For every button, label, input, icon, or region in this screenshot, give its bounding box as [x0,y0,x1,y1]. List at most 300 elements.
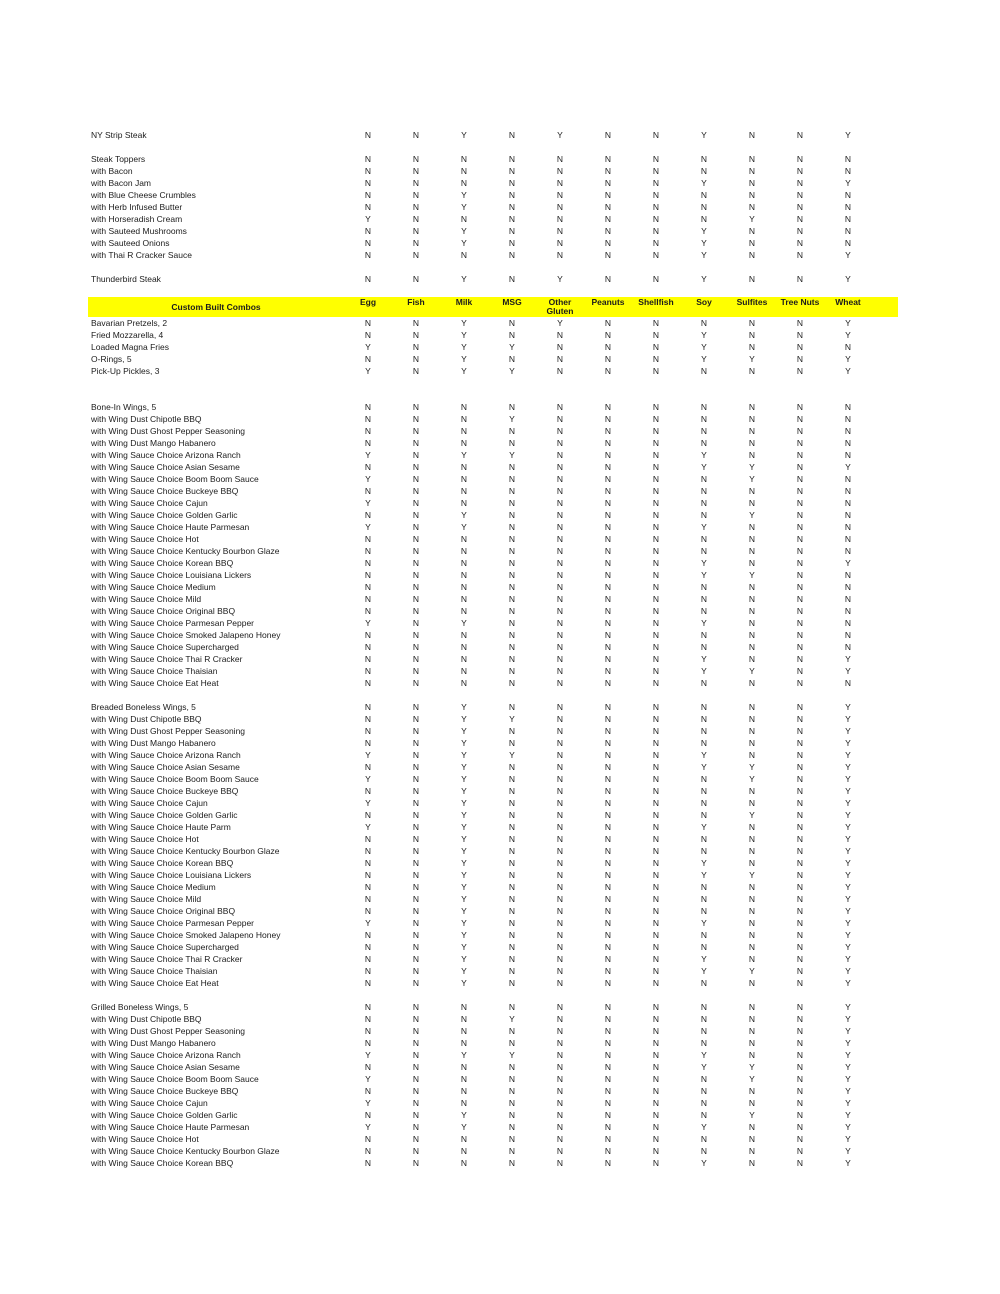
cell-milk: Y [461,786,467,796]
cell-other-gluten: N [556,678,564,688]
cell-sulfites: N [748,1134,756,1144]
cell-peanuts: N [604,202,612,212]
cell-fish: N [412,474,420,484]
cell-shellfish: N [652,498,660,508]
cell-soy: N [700,702,708,712]
cell-peanuts: N [604,414,612,424]
cell-soy: N [700,810,708,820]
item-label: with Thai R Cracker Sauce [91,250,192,260]
cell-other-gluten: N [556,1062,564,1072]
cell-soy: N [700,546,708,556]
cell-tree-nuts: N [796,594,804,604]
cell-fish: N [412,414,420,424]
cell-tree-nuts: N [796,166,804,176]
cell-shellfish: N [652,1062,660,1072]
cell-egg: N [364,1086,372,1096]
table-row [88,153,898,165]
cell-sulfites: N [748,978,756,988]
item-label: with Wing Sauce Choice Medium [91,882,216,892]
cell-shellfish: N [652,930,660,940]
cell-fish: N [412,978,420,988]
cell-fish: N [412,582,420,592]
cell-tree-nuts: N [796,1026,804,1036]
cell-fish: N [412,738,420,748]
item-label: with Wing Sauce Choice Mild [91,594,202,604]
cell-other-gluten: N [556,918,564,928]
cell-fish: N [412,810,420,820]
cell-other-gluten: N [556,1026,564,1036]
cell-egg: N [364,250,372,260]
cell-milk: N [460,642,468,652]
cell-other-gluten: N [556,522,564,532]
cell-shellfish: N [652,546,660,556]
cell-peanuts: N [604,462,612,472]
item-label: Grilled Boneless Wings, 5 [91,1002,189,1012]
cell-soy: Y [701,870,707,880]
item-label: with Wing Sauce Choice Hot [91,534,199,544]
cell-milk: Y [461,822,467,832]
cell-fish: N [412,166,420,176]
item-label: with Wing Sauce Choice Buckeye BBQ [91,786,239,796]
item-label: with Wing Sauce Choice Cajun [91,498,208,508]
cell-msg: N [508,570,516,580]
cell-msg: N [508,166,516,176]
cell-other-gluten: N [556,330,564,340]
cell-sulfites: N [748,702,756,712]
item-label: with Wing Dust Ghost Pepper Seasoning [91,1026,246,1036]
cell-peanuts: N [604,774,612,784]
cell-peanuts: N [604,522,612,532]
cell-milk: Y [461,738,467,748]
cell-msg: N [508,354,516,364]
cell-egg: Y [365,1074,371,1084]
column-header-peanuts: Peanuts [591,297,625,307]
table-row [88,653,898,665]
cell-other-gluten: N [556,438,564,448]
cell-fish: N [412,510,420,520]
cell-tree-nuts: N [796,426,804,436]
cell-sulfites: Y [749,214,755,224]
cell-other-gluten: N [556,250,564,260]
table-row [88,461,898,473]
cell-fish: N [412,522,420,532]
cell-other-gluten: N [556,774,564,784]
cell-msg: N [508,1086,516,1096]
item-label: with Wing Sauce Choice Kentucky Bourbon Glaze [91,846,280,856]
cell-soy: N [700,510,708,520]
cell-milk: Y [461,1122,467,1132]
cell-soy: Y [701,342,707,352]
cell-shellfish: N [652,402,660,412]
cell-tree-nuts: N [796,834,804,844]
cell-soy: N [700,426,708,436]
cell-sulfites: N [748,178,756,188]
cell-wheat: Y [845,978,851,988]
cell-msg: N [508,202,516,212]
item-label: with Wing Dust Chipotle BBQ [91,1014,202,1024]
cell-other-gluten: N [556,978,564,988]
cell-tree-nuts: N [796,226,804,236]
cell-sulfites: N [748,190,756,200]
cell-other-gluten: N [556,226,564,236]
cell-other-gluten: N [556,582,564,592]
cell-other-gluten: N [556,954,564,964]
cell-egg: N [364,226,372,236]
cell-wheat: Y [845,834,851,844]
cell-sulfites: N [748,1086,756,1096]
table-row [88,1073,898,1085]
cell-wheat: Y [845,750,851,760]
cell-milk: Y [461,330,467,340]
cell-soy: N [700,726,708,736]
cell-sulfites: N [748,1026,756,1036]
cell-shellfish: N [652,154,660,164]
cell-wheat: N [844,510,852,520]
cell-egg: N [364,546,372,556]
cell-egg: N [364,726,372,736]
cell-sulfites: Y [749,810,755,820]
cell-tree-nuts: N [796,1110,804,1120]
cell-tree-nuts: N [796,606,804,616]
cell-msg: Y [509,1050,515,1060]
cell-soy: Y [701,822,707,832]
table-row [88,773,898,785]
cell-peanuts: N [604,178,612,188]
cell-shellfish: N [652,1158,660,1168]
cell-sulfites: N [748,166,756,176]
cell-milk: Y [461,450,467,460]
cell-soy: N [700,846,708,856]
cell-shellfish: N [652,1074,660,1084]
cell-wheat: Y [845,798,851,808]
cell-peanuts: N [604,630,612,640]
cell-egg: Y [365,450,371,460]
cell-tree-nuts: N [796,1122,804,1132]
cell-wheat: Y [845,318,851,328]
cell-fish: N [412,1122,420,1132]
cell-tree-nuts: N [796,906,804,916]
cell-msg: N [508,786,516,796]
item-label: with Wing Sauce Choice Korean BBQ [91,558,234,568]
cell-tree-nuts: N [796,738,804,748]
cell-fish: N [412,486,420,496]
cell-other-gluten: N [556,906,564,916]
cell-tree-nuts: N [796,414,804,424]
cell-milk: Y [461,810,467,820]
cell-fish: N [412,882,420,892]
cell-wheat: Y [845,1026,851,1036]
cell-msg: N [508,582,516,592]
cell-egg: N [364,1002,372,1012]
cell-peanuts: N [604,1134,612,1144]
cell-tree-nuts: N [796,930,804,940]
cell-other-gluten: Y [557,274,563,284]
cell-wheat: N [844,534,852,544]
cell-egg: N [364,534,372,544]
cell-other-gluten: N [556,930,564,940]
cell-egg: N [364,846,372,856]
cell-sulfites: N [748,894,756,904]
cell-tree-nuts: N [796,630,804,640]
cell-msg: N [508,546,516,556]
cell-soy: Y [701,1062,707,1072]
cell-peanuts: N [604,966,612,976]
cell-msg: N [508,606,516,616]
cell-sulfites: N [748,918,756,928]
cell-fish: N [412,642,420,652]
cell-shellfish: N [652,966,660,976]
cell-fish: N [412,906,420,916]
cell-milk: N [460,606,468,616]
cell-tree-nuts: N [796,510,804,520]
item-label: with Wing Sauce Choice Parmesan Pepper [91,918,254,928]
cell-egg: N [364,1110,372,1120]
cell-fish: N [412,450,420,460]
cell-milk: N [460,154,468,164]
table-row [88,581,898,593]
cell-fish: N [412,1062,420,1072]
cell-tree-nuts: N [796,214,804,224]
cell-egg: N [364,630,372,640]
table-row [88,929,898,941]
cell-peanuts: N [604,594,612,604]
cell-msg: N [508,870,516,880]
cell-fish: N [412,846,420,856]
cell-peanuts: N [604,154,612,164]
cell-fish: N [412,354,420,364]
cell-fish: N [412,1110,420,1120]
cell-egg: N [364,330,372,340]
cell-tree-nuts: N [796,474,804,484]
cell-peanuts: N [604,474,612,484]
cell-wheat: N [844,154,852,164]
cell-peanuts: N [604,654,612,664]
table-row [88,1025,898,1037]
table-row [88,213,898,225]
cell-shellfish: N [652,726,660,736]
cell-tree-nuts: N [796,582,804,592]
cell-milk: Y [461,1050,467,1060]
item-label: with Wing Sauce Choice Korean BBQ [91,1158,234,1168]
table-row [88,821,898,833]
cell-msg: N [508,1146,516,1156]
cell-sulfites: N [748,786,756,796]
item-label: with Wing Sauce Choice Thai R Cracker [91,954,243,964]
cell-sulfites: Y [749,870,755,880]
cell-milk: N [460,498,468,508]
cell-wheat: Y [845,274,851,284]
cell-shellfish: N [652,678,660,688]
table-section-above-header [88,129,898,297]
table-row [88,189,898,201]
cell-soy: Y [701,570,707,580]
cell-other-gluten: N [556,450,564,460]
item-label: with Sauteed Mushrooms [91,226,187,236]
cell-egg: N [364,642,372,652]
cell-peanuts: N [604,130,612,140]
cell-msg: N [508,738,516,748]
cell-soy: Y [701,462,707,472]
cell-shellfish: N [652,354,660,364]
cell-fish: N [412,762,420,772]
cell-milk: Y [461,354,467,364]
cell-milk: Y [461,966,467,976]
cell-fish: N [412,426,420,436]
cell-sulfites: N [748,414,756,424]
cell-soy: N [700,786,708,796]
cell-fish: N [412,1146,420,1156]
item-label: with Wing Sauce Choice Smoked Jalapeno Honey [91,630,281,640]
cell-tree-nuts: N [796,178,804,188]
cell-peanuts: N [604,1146,612,1156]
cell-peanuts: N [604,510,612,520]
cell-shellfish: N [652,1146,660,1156]
cell-fish: N [412,214,420,224]
cell-tree-nuts: N [796,330,804,340]
cell-other-gluten: Y [557,318,563,328]
cell-milk: Y [461,522,467,532]
table-row [88,569,898,581]
cell-milk: Y [461,858,467,868]
cell-msg: N [508,522,516,532]
cell-egg: N [364,414,372,424]
item-label: with Wing Sauce Choice Louisiana Lickers [91,870,252,880]
cell-shellfish: N [652,714,660,724]
cell-milk: Y [461,774,467,784]
table-row [88,1157,898,1169]
item-label: Pick-Up Pickles, 3 [91,366,160,376]
cell-wheat: Y [845,1074,851,1084]
item-label: with Wing Sauce Choice Thaisian [91,666,218,676]
cell-soy: N [700,630,708,640]
cell-wheat: Y [845,1062,851,1072]
cell-fish: N [412,558,420,568]
cell-milk: N [460,474,468,484]
cell-milk: Y [461,750,467,760]
cell-egg: N [364,558,372,568]
cell-soy: N [700,534,708,544]
column-header-msg: MSG [502,297,522,307]
cell-tree-nuts: N [796,570,804,580]
cell-soy: N [700,582,708,592]
cell-tree-nuts: N [796,498,804,508]
cell-milk: Y [461,202,467,212]
cell-sulfites: N [748,546,756,556]
cell-soy: N [700,414,708,424]
cell-wheat: Y [845,942,851,952]
cell-sulfites: N [748,954,756,964]
table-row [88,629,898,641]
cell-tree-nuts: N [796,882,804,892]
item-label: with Horseradish Cream [91,214,183,224]
cell-egg: N [364,166,372,176]
cell-sulfites: N [748,250,756,260]
cell-wheat: Y [845,846,851,856]
cell-fish: N [412,1158,420,1168]
cell-milk: N [460,666,468,676]
cell-other-gluten: N [556,402,564,412]
cell-soy: Y [701,618,707,628]
item-label: with Wing Sauce Choice Golden Garlic [91,810,238,820]
cell-sulfites: N [748,822,756,832]
cell-egg: N [364,354,372,364]
cell-milk: N [460,1158,468,1168]
cell-peanuts: N [604,714,612,724]
table-row [88,557,898,569]
item-label: with Wing Sauce Choice Kentucky Bourbon Glaze [91,1146,280,1156]
table-row [88,413,898,425]
cell-milk: Y [461,238,467,248]
cell-wheat: Y [845,558,851,568]
cell-msg: N [508,954,516,964]
cell-other-gluten: N [556,702,564,712]
cell-tree-nuts: N [796,130,804,140]
item-label: with Wing Dust Mango Habanero [91,1038,216,1048]
cell-egg: N [364,154,372,164]
cell-peanuts: N [604,1122,612,1132]
cell-soy: Y [701,918,707,928]
cell-soy: Y [701,1158,707,1168]
cell-wheat: Y [845,1050,851,1060]
cell-sulfites: N [748,930,756,940]
cell-msg: N [508,226,516,236]
cell-msg: N [508,214,516,224]
cell-msg: N [508,426,516,436]
cell-tree-nuts: N [796,762,804,772]
item-label: with Wing Sauce Choice Haute Parm [91,822,231,832]
cell-sulfites: N [748,798,756,808]
cell-other-gluten: N [556,966,564,976]
cell-wheat: N [844,166,852,176]
table-section-below-header [88,317,898,1169]
cell-msg: Y [509,342,515,352]
cell-peanuts: N [604,798,612,808]
cell-egg: Y [365,214,371,224]
cell-egg: Y [365,822,371,832]
cell-milk: N [460,1038,468,1048]
cell-sulfites: N [748,130,756,140]
cell-shellfish: N [652,822,660,832]
cell-other-gluten: N [556,366,564,376]
cell-peanuts: N [604,618,612,628]
cell-sulfites: Y [749,966,755,976]
cell-msg: N [508,882,516,892]
cell-peanuts: N [604,786,612,796]
cell-shellfish: N [652,1110,660,1120]
table-row [88,249,898,261]
cell-shellfish: N [652,238,660,248]
cell-sulfites: N [748,274,756,284]
cell-wheat: Y [845,894,851,904]
cell-sulfites: N [748,714,756,724]
cell-wheat: N [844,426,852,436]
cell-other-gluten: N [556,666,564,676]
cell-tree-nuts: N [796,534,804,544]
cell-wheat: Y [845,870,851,880]
cell-wheat: Y [845,966,851,976]
cell-egg: N [364,834,372,844]
cell-msg: N [508,654,516,664]
cell-soy: Y [701,1122,707,1132]
cell-peanuts: N [604,1038,612,1048]
cell-soy: Y [701,226,707,236]
cell-sulfites: N [748,1050,756,1060]
cell-soy: N [700,486,708,496]
cell-egg: N [364,666,372,676]
cell-msg: N [508,510,516,520]
cell-wheat: N [844,214,852,224]
cell-peanuts: N [604,450,612,460]
